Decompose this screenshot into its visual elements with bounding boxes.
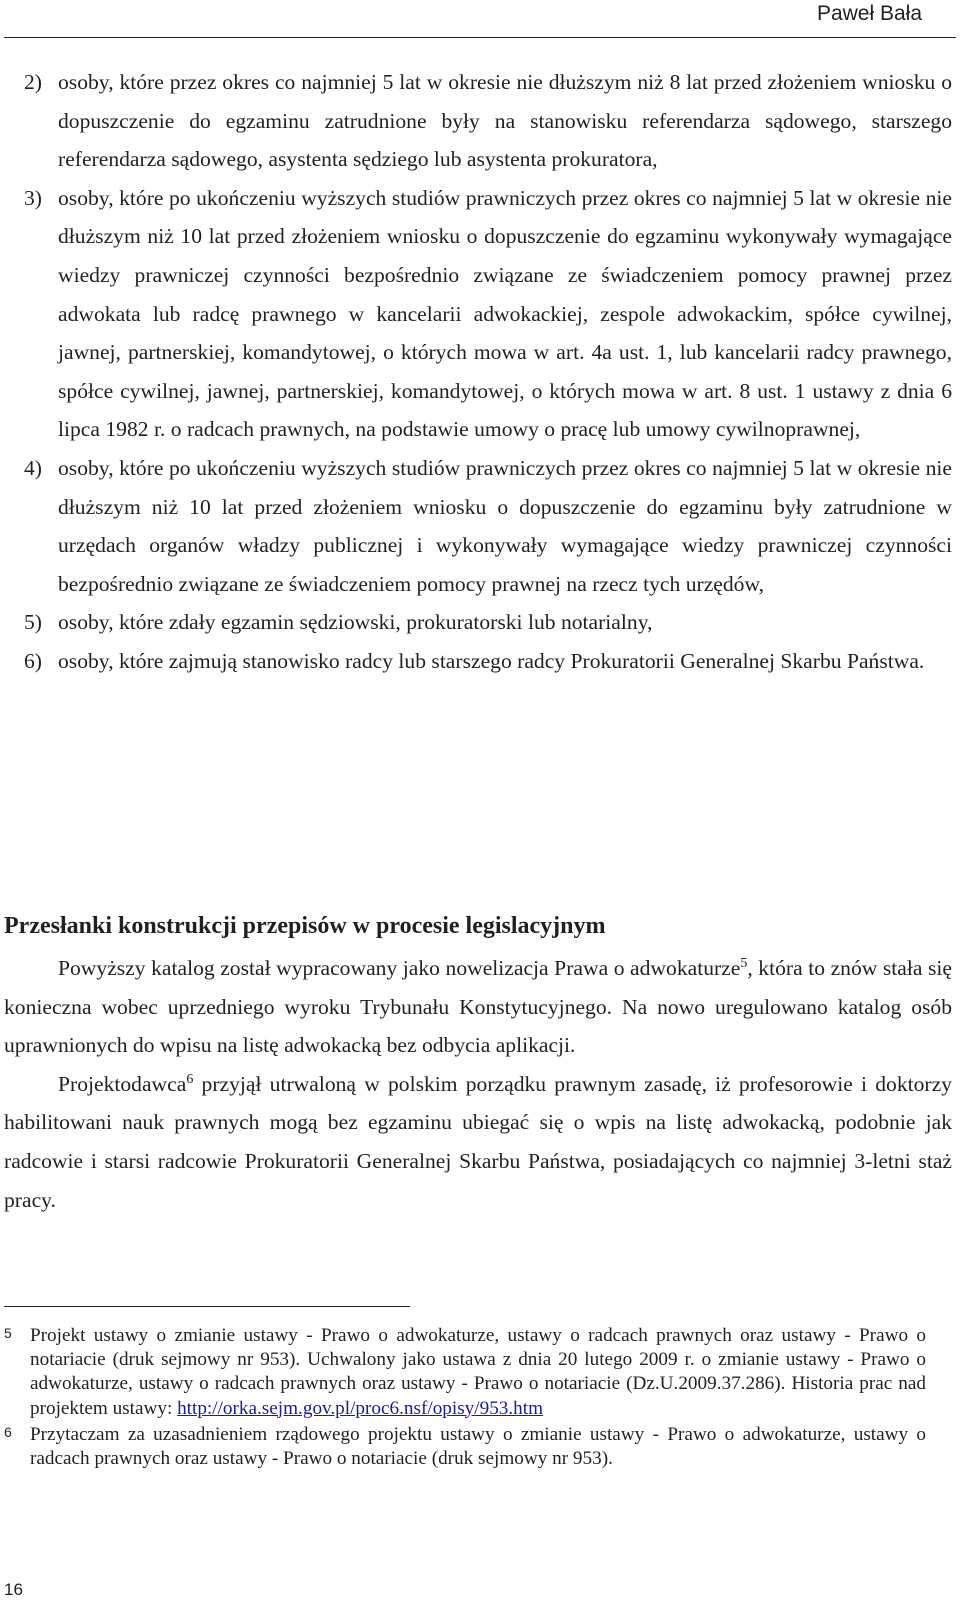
list-item-number: 3) [24, 185, 42, 210]
footnote [4, 1324, 926, 1421]
footnotes [4, 1324, 926, 1473]
footnote-number: 6 [4, 1423, 12, 1440]
list-item-number: 5) [24, 610, 42, 635]
list-item-text: osoby, które po ukończeniu wyższych studiów prawniczych przez okres co najmniej 5 lat w okresie nie dłuższym niż 10 lat przed złożeniem wniosku o dopuszczenie do egzaminu wykonywały wymagające wiedzy prawniczej czynności bezpośrednio związane ze świadczeniem pomocy prawnej przez adwokata lub radcę prawnego w kancelarii adwokackiej, zespole adwokackim, spółce cywilnej, jawnej, partnerskiej, komandytowej, o których mowa w art. 4a ust. 1, lub kancelarii radcy prawnego, spółce cywilnej, jawnej, partnerskiej, komandytowej, o których mowa w art. 8 ust. 1 ustawy z dnia 6 lipca 1982 r. o radcach prawnych, na podstawie umowy o pracę lub umowy cywilnoprawnej, [58, 185, 952, 442]
body-paragraph [4, 949, 952, 1065]
footnote-separator [4, 1306, 410, 1307]
footnote-reference[interactable]: 5 [740, 955, 748, 971]
section-heading: Przesłanki konstrukcji przepisów w procesie legislacyjnym [4, 913, 606, 939]
list-item [24, 603, 952, 642]
running-header-author: Paweł Bała [816, 2, 922, 25]
list-item [24, 642, 952, 681]
list-item-number: 4) [24, 455, 42, 480]
list-item-text: osoby, które przez okres co najmniej 5 lat w okresie nie dłuższym niż 8 lat przed złożeniem wniosku o dopuszczenie do egzaminu zatrudnione były na stanowisku referendarza sądowego, starszego referendarza sądowego, asystenta sędziego lub asystenta prokuratora, [58, 70, 952, 172]
footnote-link[interactable]: http://orka.sejm.gov.pl/proc6.nsf/opisy/953.htm [177, 1397, 544, 1419]
footnote-reference[interactable]: 6 [186, 1071, 194, 1087]
body-section [4, 911, 952, 1219]
body-paragraph [4, 1065, 952, 1219]
footnote [4, 1423, 926, 1471]
paragraph-text: Projektodawca [58, 1071, 187, 1096]
page-number: 16 [4, 1580, 23, 1599]
footnote-number: 5 [4, 1325, 12, 1341]
list-item-number: 2) [24, 70, 42, 94]
list-item-number: 6) [24, 648, 42, 673]
paragraph-text: , która to znów stała się konieczna wobec uprzedniego wyroku Trybunału Konstytucyjnego. Na nowo uregulowano katalog osób uprawnionych do wpisu na listę adwokacką bez odbycia aplikacji. [4, 956, 952, 1058]
header-rule [4, 37, 956, 38]
list-item [24, 449, 952, 603]
list-item-text: osoby, które zajmują stanowisko radcy lub starszego radcy Prokuratorii Generalnej Skarbu Państwa. [58, 648, 925, 673]
paragraph-text: Powyższy katalog został wypracowany jako nowelizacja Prawa o adwokaturze [58, 956, 741, 980]
footnote-text: Projekt ustawy o zmianie ustawy - Prawo o adwokaturze, ustawy o radcach prawnych oraz ustawy - Prawo o notariacie (druk sejmowy nr 953). Uchwalony jako ustawa z dnia 20 lutego 2009 r. o zmianie ustawy - Prawo o adwokaturze, ustawy o radcach prawnych oraz ustawy - Prawo o notariacie (Dz.U.2009.37.286). Historia prac nad projektem ustawy: [30, 1325, 926, 1419]
paragraph-text: przyjął utrwaloną w polskim porządku prawnym zasadę, iż profesorowie i doktorzy habilitowani nauk prawnych mogą bez egzaminu ubiegać się o wpis na listę adwokacką, podobnie jak radcowie i starsi radcowie Prokuratorii Generalnej Skarbu Państwa, posiadających co najmniej 3-letni staż pracy. [4, 1071, 952, 1212]
list-item-text: osoby, które po ukończeniu wyższych studiów prawniczych przez okres co najmniej 5 lat w okresie nie dłuższym niż 10 lat przed złożeniem wniosku o dopuszczenie do egzaminu były zatrudnione w urzędach organów władzy publicznej i wykonywały wymagające wiedzy prawniczej czynności bezpośrednio związane ze świadczeniem pomocy prawnej na rzecz tych urzędów, [58, 455, 952, 596]
footnote-text: Przytaczam za uzasadnieniem rządowego projektu ustawy o zmianie ustawy - Prawo o adwokaturze, ustawy o radcach prawnych oraz ustawy - Prawo o notariacie (druk sejmowy nr 953). [30, 1423, 926, 1470]
list-item [24, 63, 952, 179]
eligibility-list [24, 63, 952, 681]
list-item [24, 179, 952, 449]
list-item-text: osoby, które zdały egzamin sędziowski, prokuratorski lub notarialny, [58, 610, 653, 635]
